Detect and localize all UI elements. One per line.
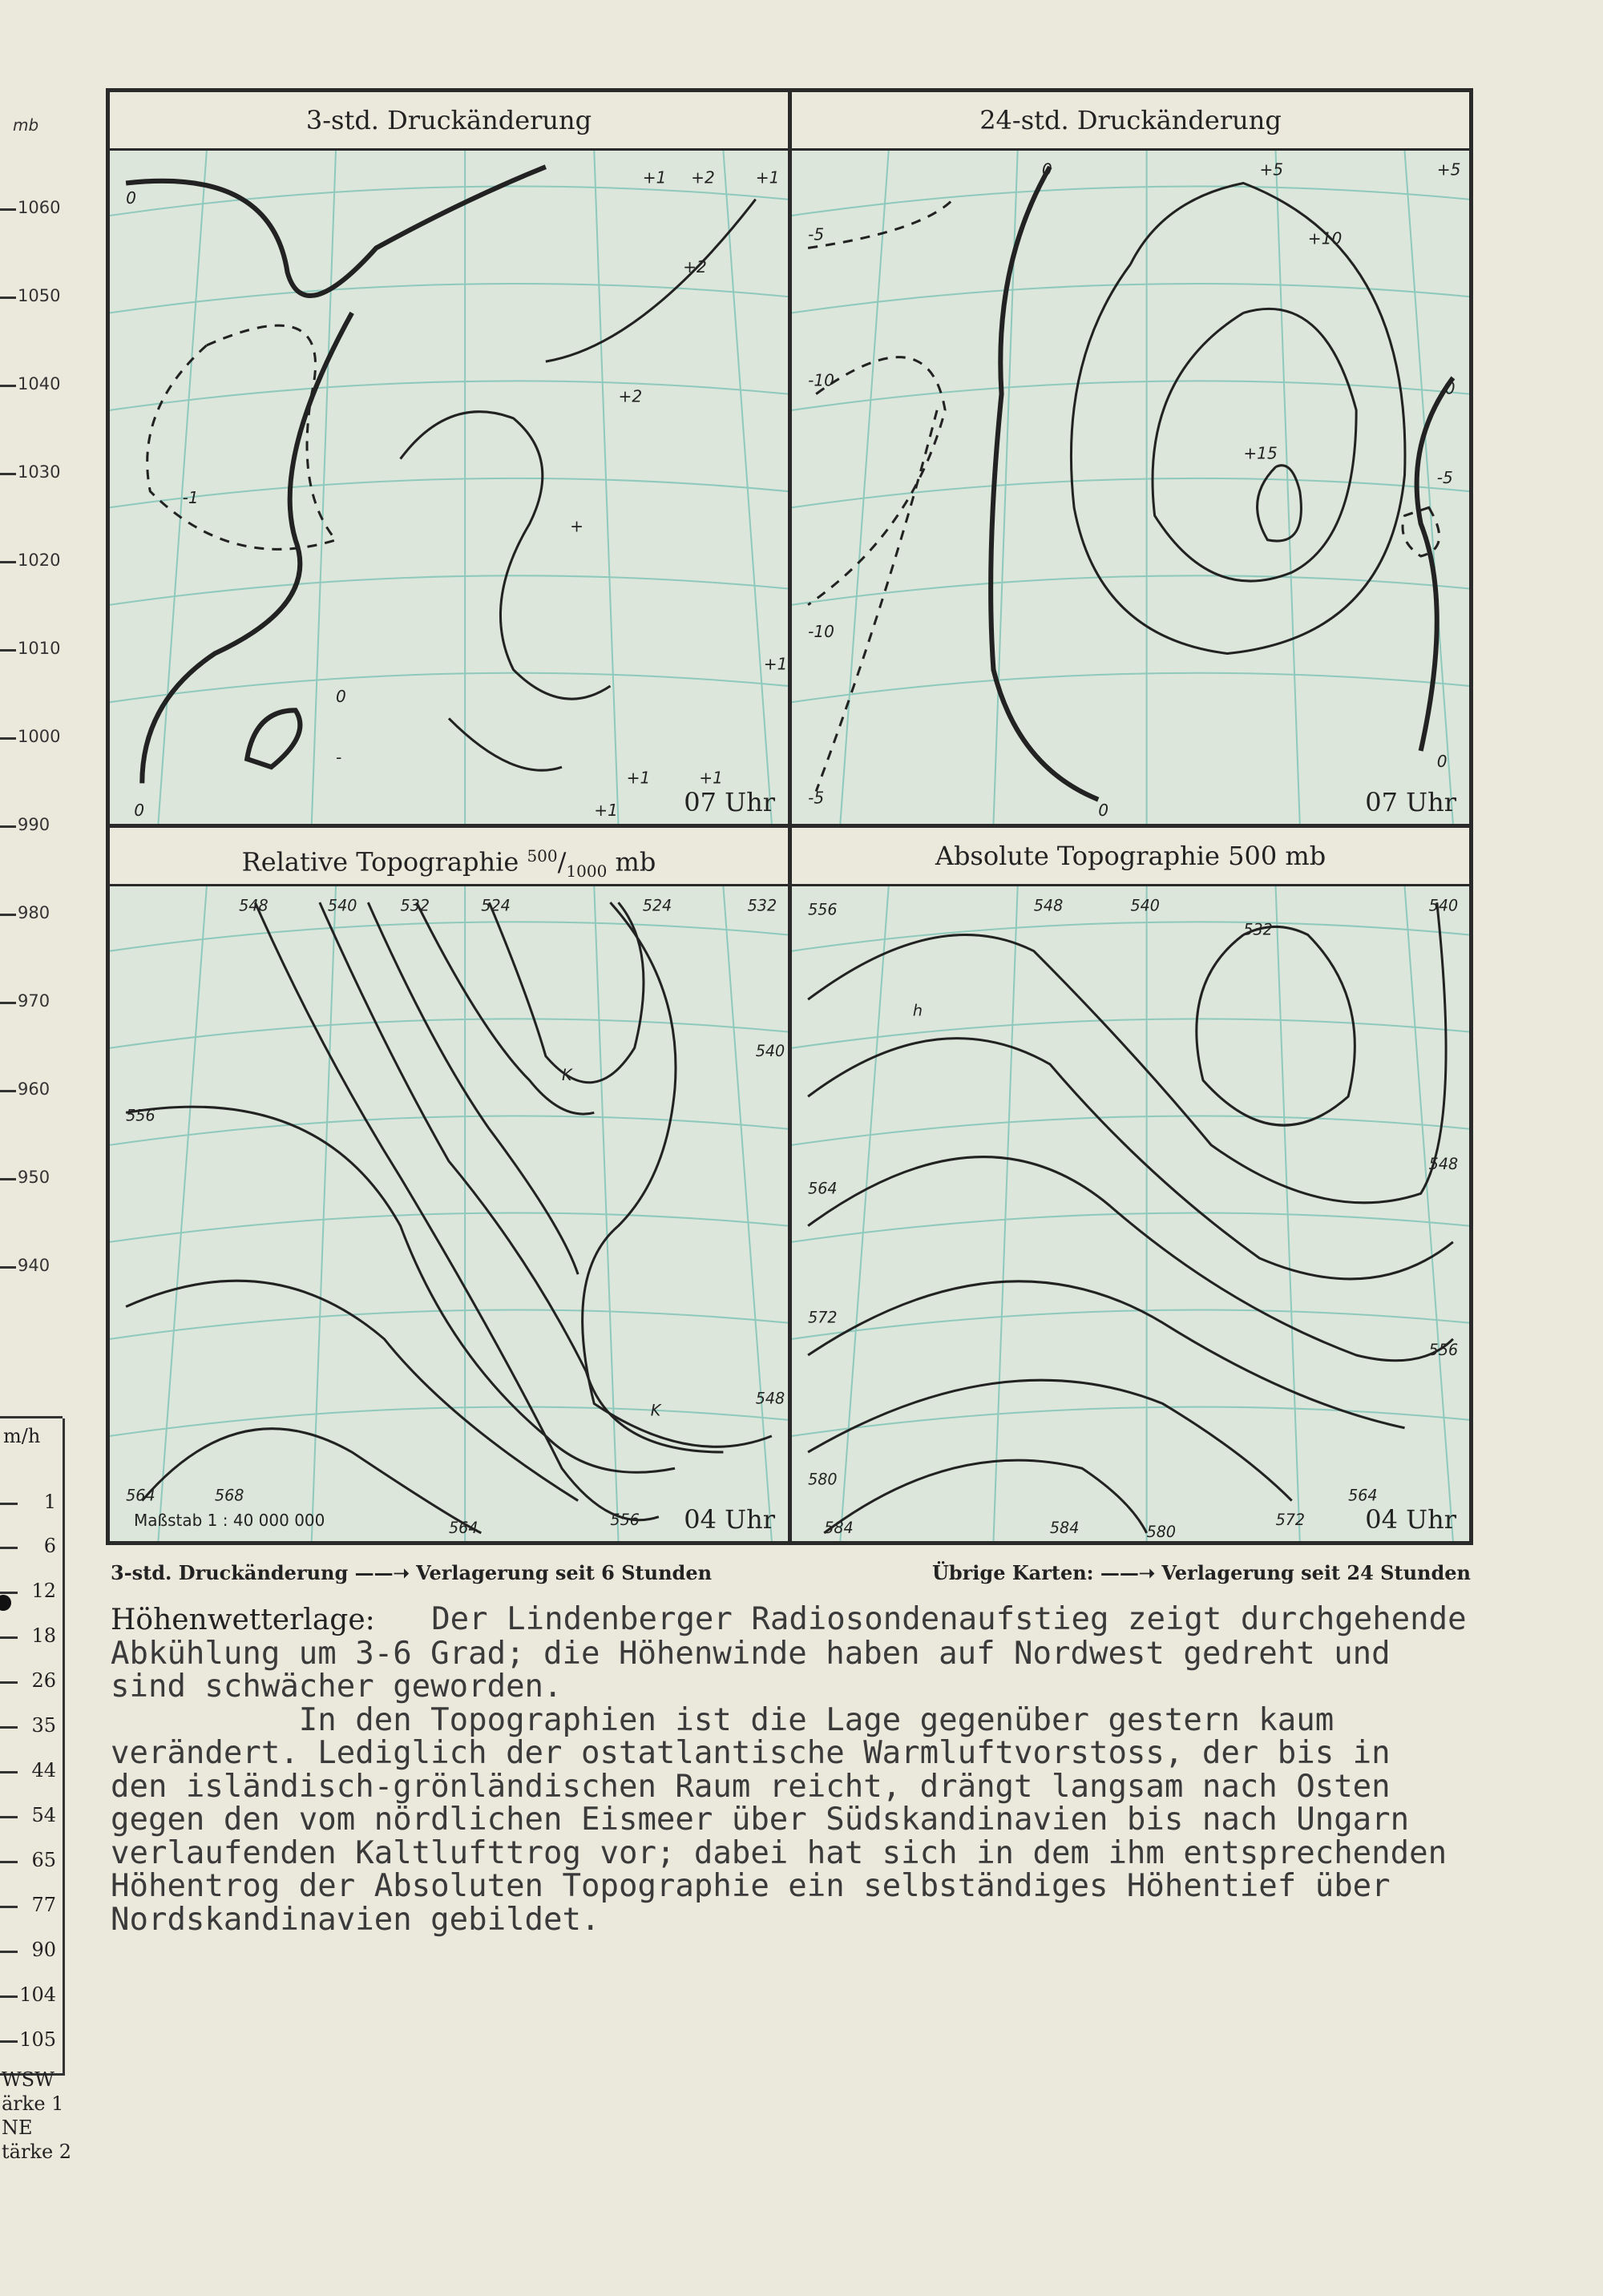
isoline-label: -5: [808, 788, 825, 808]
wind-scale: m/h 1 6 12 18 26 35 44 54 65 77 90 104 105: [0, 1418, 65, 2076]
isoline-label: +2: [691, 167, 715, 188]
caption-right: Übrige Karten: ——➝ Verlagerung seit 24 Stunden: [931, 1561, 1471, 1584]
isohypse-label: 524: [481, 896, 511, 915]
isohypse-label: 568: [214, 1486, 244, 1505]
isoline-label: +15: [1243, 443, 1278, 463]
isohypse-label: 540: [1130, 896, 1160, 915]
map-area: [792, 151, 1469, 824]
report-heading: Höhenwetterlage:: [111, 1604, 375, 1636]
wind-legend: WSW ärke 1 NE tärke 2: [2, 2068, 72, 2163]
cold-center-label: K: [650, 1401, 661, 1420]
map-area: [110, 151, 788, 824]
isohypse-label: 564: [808, 1179, 838, 1198]
isoline-label: 0: [1436, 752, 1448, 772]
isallobar-map: [792, 151, 1469, 824]
caption-left: 3-std. Druckänderung ——➝ Verlagerung seit 6 Stunden: [111, 1561, 713, 1584]
isohypse-label: 532: [400, 896, 430, 915]
isallobar-map: [110, 151, 788, 824]
report-line: Nordskandinavien gebildet.: [111, 1901, 600, 1938]
isoline-label: 0: [1041, 159, 1052, 180]
map-area: [110, 886, 788, 1541]
report-line: Abkühlung um 3-6 Grad; die Höhenwinde haben auf Nordwest gedreht und: [111, 1635, 1391, 1672]
report-line: den isländisch-grönländischen Raum reicht, drängt langsam nach Osten: [111, 1768, 1391, 1805]
report-line: gegen den vom nördlichen Eismeer über Südskandinavien bis nach Ungarn: [111, 1802, 1410, 1838]
weather-map-grid: [106, 88, 1473, 1545]
isohypse-label: 532: [1243, 920, 1273, 939]
isohypse-label: 564: [126, 1486, 155, 1505]
isohypse-label: 548: [1428, 1155, 1459, 1174]
isohypse-label: 572: [1275, 1510, 1306, 1529]
isohypse-label: 548: [755, 1389, 785, 1408]
isohypse-label: 564: [449, 1518, 478, 1537]
weather-report-text: [111, 1603, 1561, 1936]
isoline-label: +1: [626, 768, 651, 788]
isoline-label: 0: [126, 188, 136, 208]
isohypse-label: 556: [610, 1510, 640, 1529]
isohypse-label: 524: [642, 896, 672, 915]
isoline-label: +2: [618, 386, 643, 406]
map-time: 04 Uhr: [684, 1504, 775, 1535]
panel-title: Absolute Topographie 500 mb: [792, 828, 1469, 886]
isoline-label: +5: [1259, 159, 1284, 180]
isohypse-label: 584: [824, 1518, 854, 1537]
isohypse-label: 540: [327, 896, 357, 915]
cold-center-label: K: [562, 1066, 572, 1085]
isohypse-label: 564: [1348, 1486, 1378, 1505]
isoline-label: +10: [1307, 228, 1343, 248]
panel-3h-pressure-change: [110, 92, 788, 824]
isoline-label: -5: [808, 224, 825, 244]
map-area: [792, 886, 1469, 1541]
isohypse-label: 556: [126, 1106, 155, 1125]
mb-unit-label: mb: [13, 115, 39, 135]
isohypse-label: 532: [747, 896, 777, 915]
isoline-label: 0: [336, 687, 346, 707]
report-line: Der Lindenberger Radiosondenaufstieg zeigt durchgehende: [374, 1601, 1467, 1637]
height-low-label: h: [912, 1001, 923, 1020]
isoline-label: +1: [755, 167, 780, 188]
isoline-label: 0: [1098, 800, 1109, 820]
report-line: verändert. Lediglich der ostatlantische Warmluftvorstoss, der bis in: [111, 1735, 1391, 1771]
panel-title: 24-std. Druckänderung: [792, 92, 1469, 151]
map-time: 04 Uhr: [1365, 1504, 1456, 1535]
panel-24h-pressure-change: [792, 92, 1469, 824]
isohypse-label: 556: [808, 900, 838, 919]
isoline-label: 0: [1444, 378, 1456, 398]
report-line: Höhentrog der Absoluten Topographie ein selbständiges Höhentief über: [111, 1868, 1391, 1904]
isohypse-label: 580: [808, 1470, 838, 1489]
isoline-label: -10: [808, 622, 834, 642]
map-scale: Maßstab 1 : 40 000 000: [134, 1511, 325, 1530]
isohypse-label: 540: [755, 1041, 785, 1060]
isoline-label: -: [336, 748, 342, 768]
topography-map: [110, 886, 788, 1541]
isoline-label: -10: [808, 370, 834, 390]
panel-relative-topography: [110, 828, 788, 1541]
isoline-label: 0: [134, 800, 145, 820]
panel-title: 3-std. Druckänderung: [110, 92, 788, 151]
isohypse-label: 580: [1146, 1522, 1177, 1541]
report-line: verlaufenden Kaltlufttrog vor; dabei hat sich in dem ihm entsprechenden: [111, 1834, 1448, 1871]
isoline-label: +: [570, 516, 583, 536]
report-line: In den Topographien ist die Lage gegenüber gestern kaum: [111, 1701, 1334, 1738]
isoline-label: +5: [1436, 159, 1461, 180]
isoline-label: +1: [594, 800, 618, 820]
isohypse-label: 556: [1428, 1340, 1459, 1360]
map-time: 07 Uhr: [1365, 787, 1456, 817]
topography-map: [792, 886, 1469, 1541]
map-time: 07 Uhr: [684, 787, 775, 817]
wind-unit: m/h: [3, 1425, 41, 1447]
isoline-label: +1: [763, 654, 788, 674]
isohypse-label: 548: [1033, 896, 1064, 915]
isohypse-label: 584: [1049, 1518, 1080, 1537]
isoline-label: -1: [182, 488, 199, 508]
isohypse-label: 548: [239, 896, 269, 915]
isohypse-label: 540: [1428, 896, 1459, 915]
isoline-label: +1: [699, 768, 723, 788]
isoline-label: +1: [642, 167, 667, 188]
isoline-label: -5: [1436, 467, 1453, 487]
isohypse-label: 572: [808, 1308, 838, 1327]
panel-absolute-topography: [792, 828, 1469, 1541]
isoline-label: +2: [683, 256, 707, 276]
panel-title: Relative Topographie $^{500}/_{1000}$ mb: [110, 828, 788, 886]
report-line: sind schwächer geworden.: [111, 1669, 563, 1705]
